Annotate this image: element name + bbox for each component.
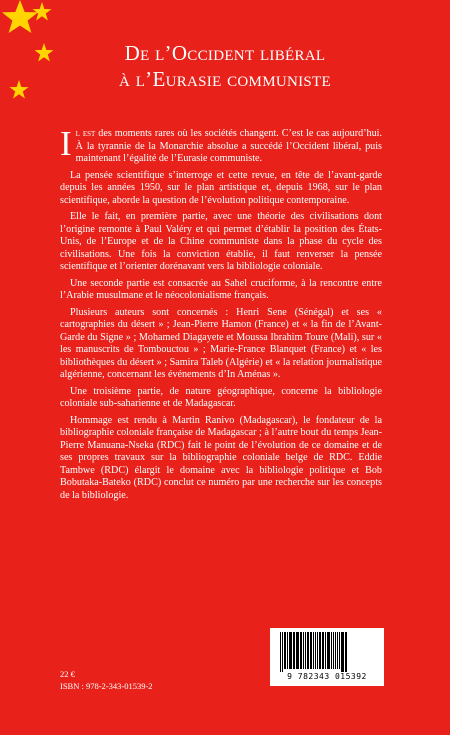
barcode-bar (293, 632, 295, 669)
intro-text: des moments rares où les sociétés changent. C’est le cas aujourd’hui. À la tyrannie de la Monarchie absolue a succédé l’Occident libéral, puis maintenant l’égalité de l’Eurasie communiste. (75, 128, 382, 164)
intro-lead: l est (75, 128, 96, 139)
barcode-bar (319, 632, 321, 669)
barcode-bars (278, 632, 376, 672)
barcode-bar (284, 632, 286, 669)
barcode-bar (287, 632, 288, 669)
barcode-bar (300, 632, 302, 669)
barcode-bar (345, 632, 347, 672)
barcode-bar (296, 632, 299, 669)
barcode-bar (331, 632, 332, 669)
barcode-bar (310, 632, 312, 669)
barcode-bar (339, 632, 340, 669)
barcode-bar (317, 632, 318, 669)
barcode-bar (282, 632, 283, 672)
paragraph: Une seconde partie est consacrée au Sahel cruciforme, à la rencontre entre l’Arabie musulmane et le néocolonialisme français. (60, 277, 382, 301)
barcode-bar (322, 632, 324, 669)
barcode-bar (307, 632, 309, 669)
barcode-bar (337, 632, 338, 669)
barcode (270, 628, 384, 686)
paragraph: Hommage est rendu à Martin Ranivo (Madagascar), le fondateur de la bibliographie coloniale française de Madagascar ; à l’autre bout du temps Jean-Pierre Manuana-Nseka (RDC) fait le point de l’évolution de ce domaine et de ses propres travaux sur la bibliographie coloniale belge de RDC. Eddie Tambwe (RDC) élargit le domaine avec la bibliologie politique et Bob Bobutaka-Bateko (RDC) conclut ce numéro par une recherche sur les concepts de la bibliologie. (60, 414, 382, 501)
barcode-bar (325, 632, 326, 669)
paragraph: Elle le fait, en première partie, avec une théorie des civilisations dont l’origine remonte à Paul Valéry et qui permet d’établir la position des États-Unis, de l’Europe et de la Chine communiste dans la phase du cycle des civilisations. Une fois la conviction établie, il faut renverser la pensée scientifique et l’orienter dorénavant vers la bibliologie coloniale. (60, 211, 382, 272)
title-line-2: à l’Eurasie communiste (119, 67, 331, 91)
barcode-bar (280, 632, 281, 672)
barcode-bar (305, 632, 306, 669)
price-isbn (60, 668, 153, 692)
paragraph: La pensée scientifique s’interroge et cette revue, en tête de l’avant-garde depuis les années 1950, sur le plan artistique et, depuis 1968, sur le plan scientifique, aborde la question de l’évolution politique contemporaine. (60, 169, 382, 206)
barcode-bar (303, 632, 304, 669)
barcode-bar (313, 632, 314, 669)
isbn: ISBN : 978-2-343-01539-2 (60, 681, 153, 691)
title-line-1: De l’Occident libéral (124, 41, 326, 65)
barcode-bar (327, 632, 330, 669)
drop-cap: I (60, 124, 72, 163)
paragraph: Une troisième partie, de nature géographique, concerne la bibliologie coloniale sub-saharienne et de Madagascar. (60, 385, 382, 409)
barcode-digits: 9 782343 015392 (287, 672, 367, 681)
paragraph: Plusieurs auteurs sont concernés : Henri Sene (Sénégal) et ses « cartographies du désert » ; Jean-Pierre Hamon (France) et « la fin de l’Avant-Garde du Signe » ; Mohamed Diagayete et Moussa Ibrahim Toure (Mali), sur « les manuscrits de Tombouctou » ; Marie-France Blanquet (France) et « les bibliothèques du désert » ; Samira Taleb (Algérie) et « la relation journalistique algérienne, concernant les événements d’In Aménas ». (60, 306, 382, 380)
star-icon-small-1 (32, 2, 52, 21)
book-title (0, 40, 450, 92)
price: 22 € (60, 669, 75, 679)
barcode-bar (341, 632, 344, 672)
back-cover-text (60, 124, 382, 506)
intro-paragraph (60, 124, 382, 166)
barcode-bar (315, 632, 316, 669)
barcode-bar (333, 632, 334, 669)
barcode-bar (289, 632, 292, 669)
barcode-bar (335, 632, 336, 669)
